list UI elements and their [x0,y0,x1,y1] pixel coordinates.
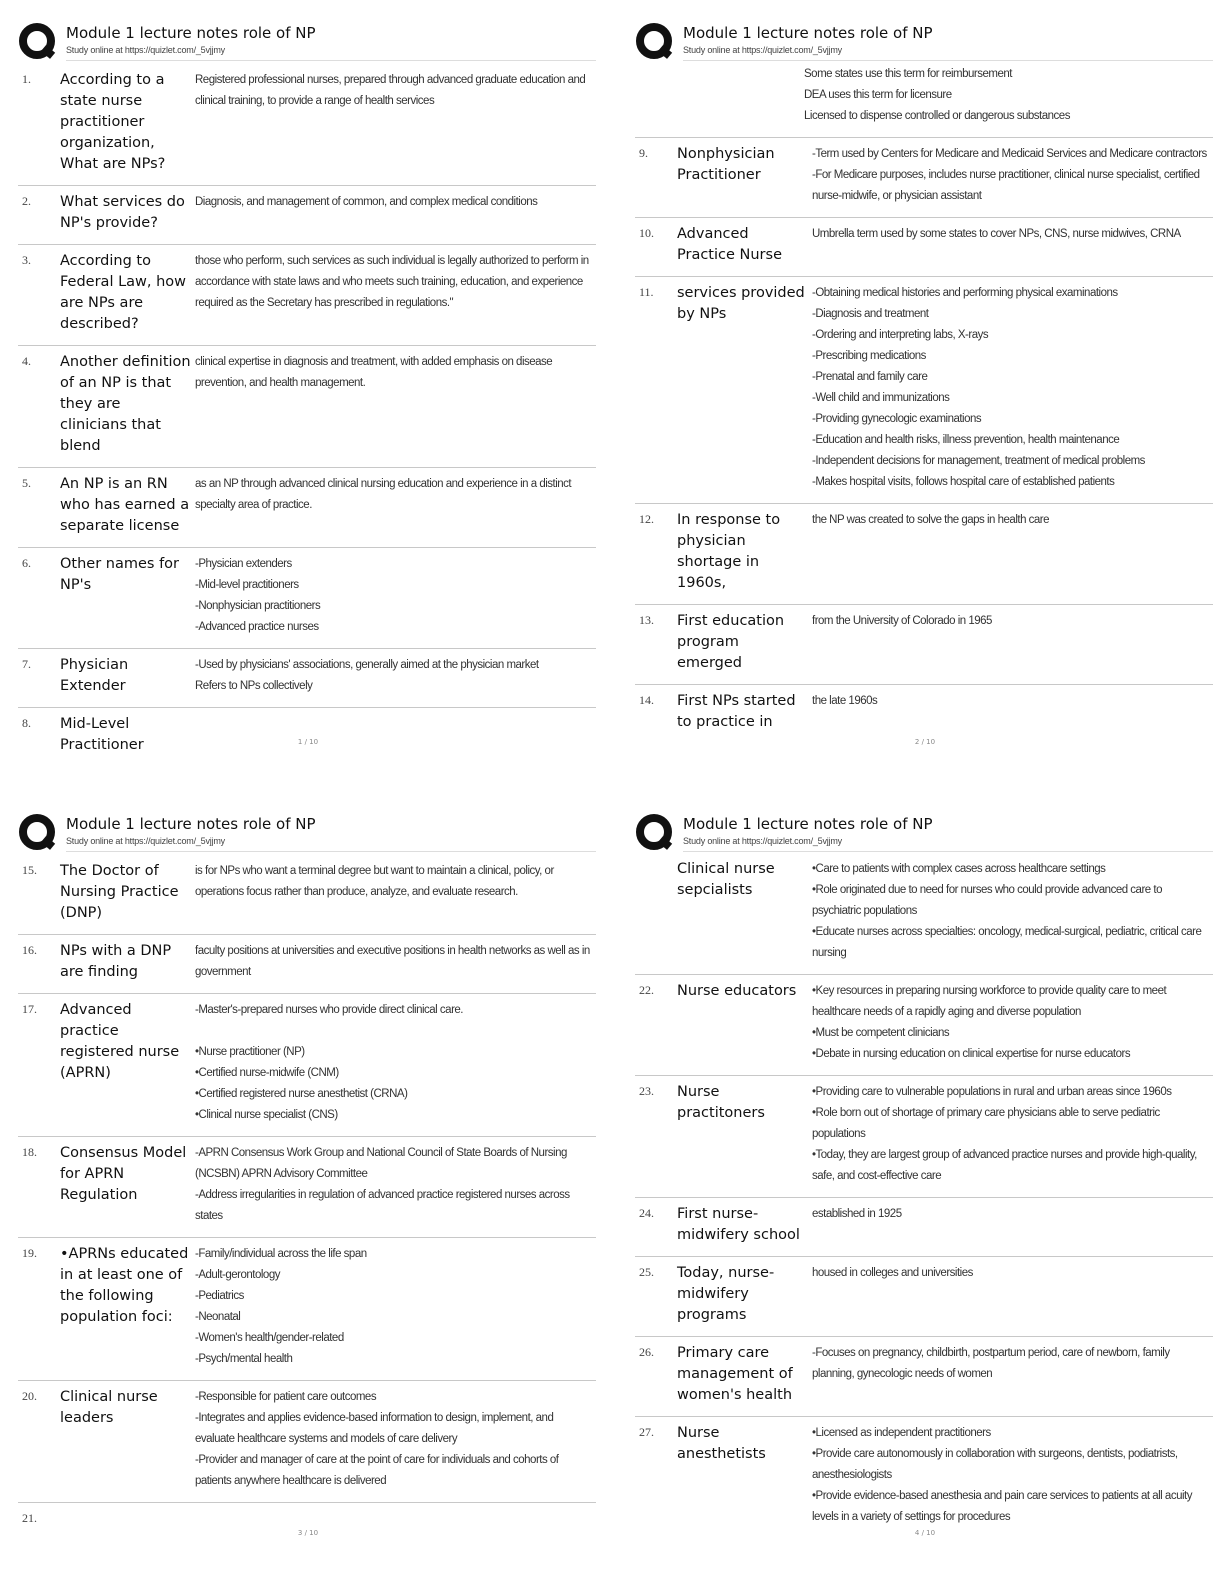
definition-line: -Master's-prepared nurses who provide direct clinical care. [195,1004,463,1016]
flashcard-row [635,1417,1213,1538]
page-number: 3 / 10 [297,1529,319,1537]
card-term: First NPs started to practice in [677,693,796,730]
card-number: 24. [639,1206,654,1220]
quizlet-logo-icon [18,813,58,853]
definition-line: •Educate nurses across specialties: oncology, medical-surgical, pediatric, critical care nursing [812,926,1202,959]
definition-line: -Obtaining medical histories and performing physical examinations [812,287,1118,299]
page-subtitle: Study online at https://quizlet.com/_5vjjmy [683,45,842,55]
header-divider [66,60,596,61]
card-number: 13. [639,613,654,627]
card-number: 25. [639,1265,654,1279]
card-definition [195,352,596,457]
definition-line: •Role born out of shortage of primary care physicians able to serve pediatric populations [812,1107,1160,1140]
page-number: 1 / 10 [297,738,319,746]
definition-line: faculty positions at universities and executive positions in health networks as well as in government [195,945,590,978]
definition-line: -Physician extenders [195,558,292,570]
card-term: The Doctor of Nursing Practice (DNP) [60,863,179,921]
definition-line: -For Medicare purposes, includes nurse practitioner, clinical nurse specialist, certified nurse-midwife, or physician assistant [812,169,1200,202]
card-number: 19. [22,1246,37,1260]
definition-line: established in 1925 [812,1208,902,1220]
card-number: 12. [639,512,654,526]
card-term: NPs with a DNP are finding [60,943,172,980]
definition-line: -Prenatal and family care [812,371,928,383]
card-definition [195,861,596,924]
flashcard-row [635,1076,1213,1198]
card-term: According to Federal Law, how are NPs are described? [60,253,187,332]
definition-line [195,1021,592,1042]
card-definition [812,1343,1213,1406]
card-term: Primary care management of women's health [677,1345,793,1403]
card-number: 11. [639,285,654,299]
flashcard-row [635,1198,1213,1257]
definition-line: -Used by physicians' associations, generally aimed at the physician market [195,659,539,671]
definition-line: •Nurse practitioner (NP) [195,1046,305,1058]
definition-line: -Term used by Centers for Medicare and Medicaid Services and Medicare contractors [812,148,1207,160]
card-term: First nurse-midwifery school [677,1206,800,1243]
header-divider [683,851,1213,852]
header-divider [683,60,1213,61]
card-number: 18. [22,1145,37,1159]
page-subtitle: Study online at https://quizlet.com/_5vjjmy [66,45,225,55]
definition-line: •Provide care autonomously in collaboration with surgeons, dentists, podiatrists, anesthesiologists [812,1448,1178,1481]
definition-line: -APRN Consensus Work Group and National Council of State Boards of Nursing (NCSBN) APRN Advisory Committee [195,1147,567,1180]
card-definition [812,611,1213,674]
card-definition [195,714,596,756]
continued-definition [635,64,1213,138]
flashcard-row [635,218,1213,277]
flashcard-row [18,548,596,649]
card-term [60,1509,195,1526]
card-number: 20. [22,1389,37,1403]
definition-line: •Certified nurse-midwife (CNM) [195,1067,339,1079]
definition-line: -Education and health risks, illness prevention, health maintenance [812,434,1120,446]
definition-line: Some states use this term for reimbursement [804,68,1012,80]
flashcard-row [635,504,1213,605]
card-definition [195,1000,596,1126]
card-number: 22. [639,983,654,997]
definition-line: -Women's health/gender-related [195,1332,344,1344]
flashcard-row [18,64,596,186]
definition-line: Umbrella term used by some states to cover NPs, CNS, nurse midwives, CRNA [812,228,1181,240]
card-number: 26. [639,1345,654,1359]
card-term: Advanced Practice Nurse [677,226,782,263]
flashcard-row [18,649,596,708]
card-definition [195,1244,596,1370]
card-term: In response to physician shortage in 1960s, [677,512,781,591]
definition-line: -Address irregularities in regulation of advanced practice registered nurses across states [195,1189,570,1222]
card-number: 8. [22,716,31,730]
card-term: Consensus Model for APRN Regulation [60,1145,187,1203]
flashcard-list [18,855,596,1536]
card-number: 1. [22,72,31,86]
definition-line: -Psych/mental health [195,1353,293,1365]
definition-line: -Prescribing medications [812,350,926,362]
card-definition [812,859,1213,964]
page-number: 4 / 10 [914,1529,936,1537]
card-number: 10. [639,226,654,240]
definition-line: housed in colleges and universities [812,1267,973,1279]
flashcard-row [18,346,596,468]
flashcard-row [18,994,596,1137]
card-term: services provided by NPs [677,285,805,322]
definition-line: -Provider and manager of care at the point of care for individuals and cohorts of patients anywhere healthcare is delivered [195,1454,559,1487]
quizlet-logo-icon [635,813,675,853]
card-definition [812,1263,1213,1326]
definition-line: from the University of Colorado in 1965 [812,615,992,627]
flashcard-row [18,1137,596,1238]
definition-line: Diagnosis, and management of common, and complex medical conditions [195,196,538,208]
card-number: 27. [639,1425,654,1439]
definition-line: those who perform, such services as such individual is legally authorized to perform in accordance with state laws and who meets such training, education, and experience required as the Secretary has prescribed in regulations." [195,255,589,309]
definition-line: -Advanced practice nurses [195,621,319,633]
definition-line: clinical expertise in diagnosis and treatment, with added emphasis on disease prevention, and health management. [195,356,553,389]
definition-line: •Clinical nurse specialist (CNS) [195,1109,338,1121]
flashcard-row [635,1337,1213,1417]
card-number: 7. [22,657,31,671]
definition-line: •Must be competent clinicians [812,1027,950,1039]
page-title: Module 1 lecture notes role of NP [683,815,933,833]
page-title: Module 1 lecture notes role of NP [66,815,316,833]
flashcard-list [635,64,1213,743]
card-definition [195,655,596,697]
definition-line: the late 1960s [812,695,878,707]
header-divider [66,851,596,852]
card-definition [195,941,596,983]
flashcard-row [635,1257,1213,1337]
flashcard-row [18,855,596,935]
definition-line: -Focuses on pregnancy, childbirth, postpartum period, care of newborn, family planning, gynecologic needs of women [812,1347,1170,1380]
card-definition [195,1387,596,1492]
quizlet-logo-icon [18,22,58,62]
card-number: 3. [22,253,31,267]
definition-line: Registered professional nurses, prepared through advanced graduate education and clinical training, to provide a range of health services [195,74,586,107]
card-number: 5. [22,476,31,490]
definition-line: -Responsible for patient care outcomes [195,1391,377,1403]
flashcard-row [635,277,1213,504]
card-definition [812,1423,1213,1528]
flashcard-row [635,685,1213,743]
flashcard-list [18,64,596,766]
flashcard-row [18,708,596,766]
card-number: 14. [639,693,654,707]
card-term: First education program emerged [677,613,785,671]
definition-line: •Debate in nursing education on clinical expertise for nurse educators [812,1048,1131,1060]
definition-line: as an NP through advanced clinical nursing education and experience in a distinct specialty area of practice. [195,478,572,511]
card-definition [195,70,596,175]
card-number: 21. [22,1511,37,1525]
definition-line: -Ordering and interpreting labs, X-rays [812,329,989,341]
flashcard-row [18,1381,596,1503]
card-definition [195,474,596,537]
card-term: Physician Extender [60,657,129,694]
definition-line: -Pediatrics [195,1290,244,1302]
card-definition [812,510,1213,594]
card-term: An NP is an RN who has earned a separate license [60,476,190,534]
definition-line: •Today, they are largest group of advanced practice nurses and provide high-quality, safe, and cost-effective care [812,1149,1197,1182]
card-term: Nonphysician Practitioner [677,146,775,183]
card-definition [812,691,1213,733]
definition-line: •Providing care to vulnerable populations in rural and urban areas since 1960s [812,1086,1172,1098]
definition-line: is for NPs who want a terminal degree but want to maintain a clinical, policy, or operations focus rather than produce, analyze, and evaluate research. [195,865,554,898]
card-definition [812,981,1213,1065]
card-term: Clinical nurse leaders [60,1389,158,1426]
definition-line: •Licensed as independent practitioners [812,1427,991,1439]
definition-line: •Certified registered nurse anesthetist (CRNA) [195,1088,408,1100]
definition-line: -Family/individual across the life span [195,1248,367,1260]
definition-line: DEA uses this term for licensure [804,89,952,101]
definition-line: -Diagnosis and treatment [812,308,929,320]
flashcard-row [18,468,596,548]
definition-line: •Care to patients with complex cases across healthcare settings [812,863,1106,875]
card-term: Another definition of an NP is that they are clinicians that blend [60,354,191,454]
card-definition [195,192,596,234]
card-definition [812,1082,1213,1187]
flashcard-row [18,1238,596,1381]
card-definition [195,251,596,335]
card-definition [195,1509,596,1526]
card-term: Mid-Level Practitioner [60,716,144,753]
flashcard-row [18,935,596,994]
card-definition [812,283,1213,493]
card-term: What services do NP's provide? [60,194,185,231]
card-term: •APRNs educated in at least one of the following population foci: [60,1246,189,1325]
flashcard-row [635,853,1213,975]
card-term: According to a state nurse practitioner organization, What are NPs? [60,72,166,172]
card-number: 6. [22,556,31,570]
flashcard-row [18,186,596,245]
card-term: Today, nurse-midwifery programs [677,1265,775,1323]
card-definition [812,224,1213,266]
card-term: Nurse anesthetists [677,1425,766,1462]
page-subtitle: Study online at https://quizlet.com/_5vjjmy [66,836,225,846]
card-number: 15. [22,863,37,877]
flashcard-list [635,853,1213,1538]
card-number: 23. [639,1084,654,1098]
definition-line: -Nonphysician practitioners [195,600,321,612]
flashcard-row [18,245,596,346]
card-definition [812,144,1213,207]
definition-line: -Neonatal [195,1311,241,1323]
card-term: Nurse practitoners [677,1084,765,1121]
definition-line: -Integrates and applies evidence-based information to design, implement, and evaluate healthcare systems and models of care delivery [195,1412,554,1445]
card-term: Clinical nurse sepcialists [677,861,775,898]
card-number [635,859,677,964]
page-title: Module 1 lecture notes role of NP [66,24,316,42]
definition-line: •Provide evidence-based anesthesia and pain care services to patients at all acuity levels in a variety of settings for procedures [812,1490,1192,1523]
card-definition [812,1204,1213,1246]
flashcard-row [635,605,1213,685]
card-number: 4. [22,354,31,368]
definition-line: the NP was created to solve the gaps in health care [812,514,1050,526]
definition-line: •Key resources in preparing nursing workforce to provide quality care to meet healthcare needs of a rapidly aging and diverse population [812,985,1167,1018]
definition-line: -Providing gynecologic examinations [812,413,982,425]
quizlet-logo-icon [635,22,675,62]
definition-line: -Independent decisions for management, treatment of medical problems [812,455,1145,467]
definition-line: -Adult-gerontology [195,1269,280,1281]
definition-line: -Well child and immunizations [812,392,950,404]
card-term: Nurse educators [677,983,797,999]
card-term: Advanced practice registered nurse (APRN) [60,1002,180,1081]
card-number: 9. [639,146,648,160]
card-term: Other names for NP's [60,556,180,593]
flashcard-row [635,975,1213,1076]
page-title: Module 1 lecture notes role of NP [683,24,933,42]
card-definition [195,1143,596,1227]
flashcard-row [635,138,1213,218]
page-subtitle: Study online at https://quizlet.com/_5vjjmy [683,836,842,846]
definition-line: •Role originated due to need for nurses who could provide advanced care to psychiatric populations [812,884,1162,917]
definition-line: Licensed to dispense controlled or dangerous substances [804,110,1070,122]
card-definition [195,554,596,638]
definition-line: -Makes hospital visits, follows hospital care of established patients [812,476,1115,488]
card-number: 17. [22,1002,37,1016]
definition-line: Refers to NPs collectively [195,680,313,692]
definition-line: -Mid-level practitioners [195,579,299,591]
card-number: 2. [22,194,31,208]
page-number: 2 / 10 [914,738,936,746]
card-number: 16. [22,943,37,957]
